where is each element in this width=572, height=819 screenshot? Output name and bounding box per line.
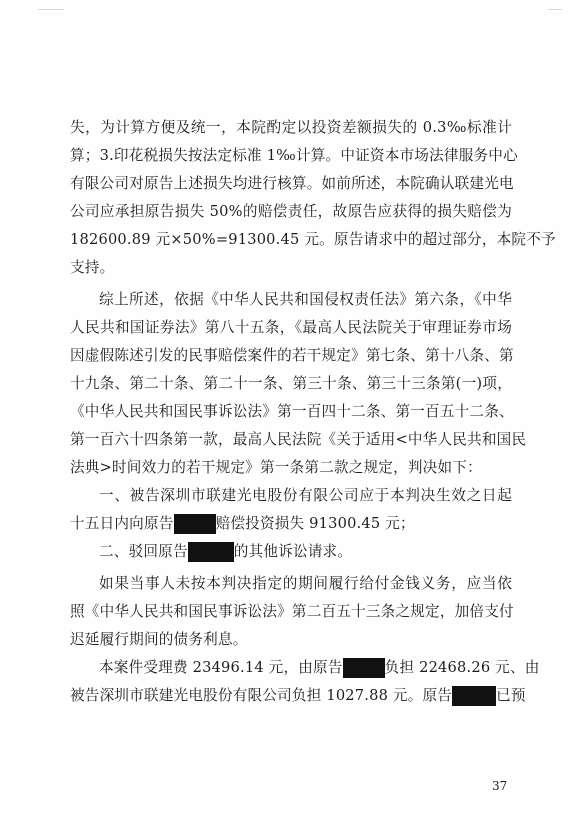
- page-number: 37: [492, 779, 508, 793]
- redaction-block: [188, 542, 234, 562]
- text-line: [99, 658, 540, 678]
- text-segment: 负担 22468.26 元、由: [384, 659, 540, 676]
- redaction-block: [452, 686, 496, 706]
- text-line: 算；3.印花税损失按法定标准 1‰计算。中证资本市场法律服务中心: [70, 147, 518, 164]
- text-line: 第一百六十四条第一款，最高人民法院《关于适用<中华人民共和国民: [70, 431, 527, 448]
- text-line: [99, 542, 512, 562]
- scan-mark: [548, 9, 562, 10]
- text-line: 公司应承担原告损失 50%的赔偿责任，故原告应获得的损失赔偿为: [70, 203, 512, 220]
- text-line: [70, 514, 512, 534]
- text-line: 综上所述，依据《中华人民共和国侵权责任法》第六条，《中华: [99, 291, 512, 308]
- text-segment: 已预: [496, 687, 526, 704]
- text-line: 有限公司对原告上述损失均进行核算。如前所述，本院确认联建光电: [70, 175, 514, 192]
- scan-mark: [38, 9, 64, 10]
- text-segment: 十五日内向原告: [70, 515, 174, 532]
- text-segment: 二、驳回原告: [99, 543, 188, 560]
- text-line: 人民共和国证券法》第八十五条，《最高人民法院关于审理证券市场: [70, 319, 512, 336]
- text-line: 法典>时间效力的若干规定》第一条第二款之规定，判决如下：: [70, 459, 482, 476]
- text-segment: 被告深圳市联建光电股份有限公司负担 1027.88 元。原告: [70, 687, 453, 704]
- text-line: 支持。: [70, 259, 115, 276]
- text-line: 《中华人民共和国民事诉讼法》第一百四十二条、第一百五十二条、: [70, 403, 514, 420]
- redaction-block: [174, 514, 216, 534]
- text-line: 十九条、第二十条、第二十一条、第三十条、第三十三条第(一)项，: [70, 375, 512, 392]
- text-line: 失，为计算方便及统一，本院酌定以投资差额损失的 0.3‰标准计: [70, 119, 512, 136]
- redaction-block: [343, 658, 385, 678]
- text-line: 182600.89 元×50%=91300.45 元。原告请求中的超过部分，本院不予: [70, 231, 556, 248]
- text-segment: 的其他诉讼请求。: [233, 543, 353, 560]
- text-line: 迟延履行期间的债务利息。: [70, 631, 248, 648]
- text-segment: 本案件受理费 23496.14 元，由原告: [99, 659, 343, 676]
- text-line: 照《中华人民共和国民事诉讼法》第二百五十三条之规定，加倍支付: [70, 603, 514, 620]
- text-segment: 赔偿投资损失 91300.45 元；: [215, 515, 415, 532]
- text-line: 如果当事人未按本判决指定的期间履行给付金钱义务，应当依: [99, 575, 512, 592]
- text-line: 因虚假陈述引发的民事赔偿案件的若干规定》第七条、第十八条、第: [70, 347, 514, 364]
- text-line: 一、被告深圳市联建光电股份有限公司应于本判决生效之日起: [99, 487, 512, 504]
- text-line: [70, 686, 526, 706]
